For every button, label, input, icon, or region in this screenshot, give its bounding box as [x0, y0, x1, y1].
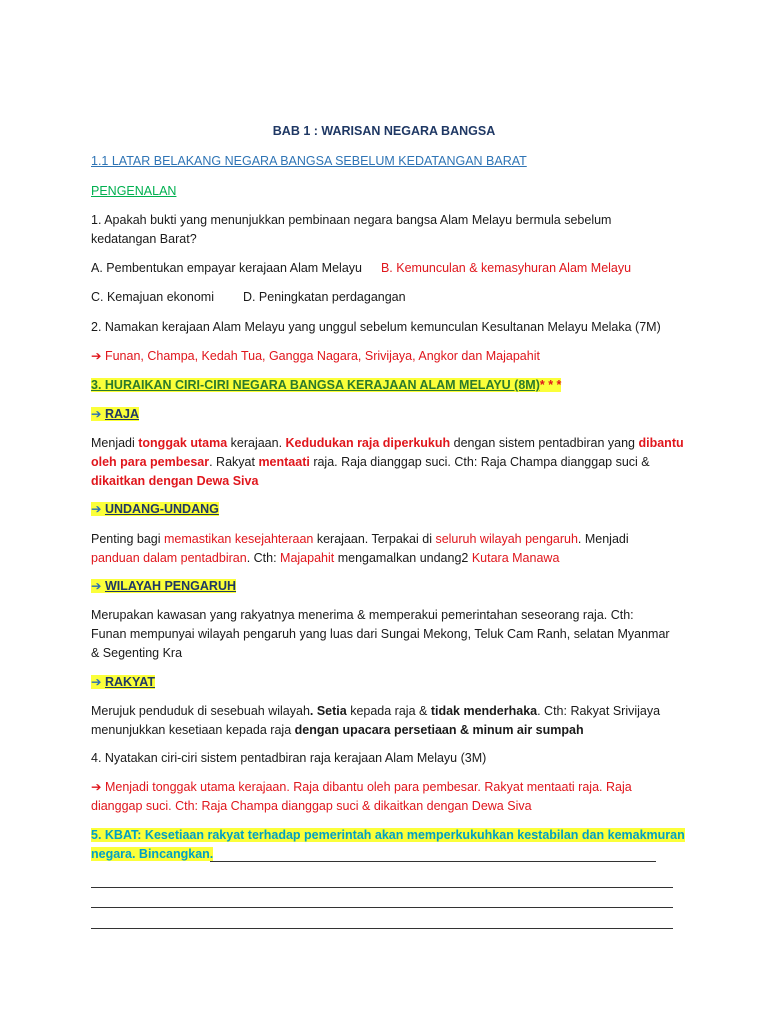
rakyat-line1 [91, 702, 691, 721]
undang-line2 [91, 549, 691, 568]
undang-text: mengamalkan undang2 [334, 551, 472, 565]
rakyat-text: Merujuk penduduk di sesebuah wilayah [91, 704, 310, 718]
arrow-icon: ➔ [91, 349, 102, 363]
q1-options-cd [91, 288, 691, 307]
rakyat-label: RAKYAT [104, 675, 155, 689]
arrow-icon: ➔ [91, 780, 102, 794]
section-subtitle: 1.1 LATAR BELAKANG NEGARA BANGSA SEBELUM KEDATANGAN BARAT [91, 154, 527, 168]
raja-label: RAJA [104, 407, 140, 421]
raja-line3: dikaitkan dengan Dewa Siva [91, 474, 259, 488]
q4-answer-line2: dianggap suci. Cth: Raja Champa dianggap suci & dikaitkan dengan Dewa Siva [91, 799, 532, 813]
undang-text: kerajaan. Terpakai di [313, 532, 436, 546]
q5-line2: negara. Bincangkan. [91, 847, 214, 861]
undang-emph: panduan dalam pentadbiran [91, 551, 247, 565]
undang-emph: Kutara Manawa [471, 551, 560, 565]
undang-emph: memastikan kesejahteraan [163, 532, 314, 546]
wilayah-line2: Funan mempunyai wilayah pengaruh yang luas dari Sungai Mekong, Teluk Cam Ranh, selatan Myanmar [91, 627, 670, 641]
raja-emph: oleh para pembesar [91, 455, 210, 469]
undang-emph: Majapahit [280, 551, 335, 565]
wilayah-line1: Merupakan kawasan yang rakyatnya menerima & memperakui pemerintahan seseorang raja. Cth: [91, 608, 634, 622]
wilayah-label: WILAYAH PENGARUH [104, 579, 237, 593]
answer-line [91, 928, 673, 929]
rakyat-emph: tidak menderhaka [430, 704, 538, 718]
q2-answer [91, 347, 691, 366]
q1-line1: 1. Apakah bukti yang menunjukkan pembinaan negara bangsa Alam Melayu bermula sebelum [91, 213, 612, 227]
arrow-icon: ➔ [91, 579, 102, 593]
rakyat-text: . Cth: Rakyat Srivijaya [537, 704, 661, 718]
q4-answer-text: Menjadi tonggak utama kerajaan. Raja dibantu oleh para pembesar. Rakyat mentaati raja. Raja [104, 780, 632, 794]
undang-label-row [91, 500, 691, 519]
q5-line1: 5. KBAT: Kesetiaan rakyat terhadap pemerintah akan memperkukuhkan kestabilan dan kemakmuran [91, 828, 685, 842]
undang-text: . Cth: [246, 551, 281, 565]
raja-emph: tonggak utama [138, 436, 228, 450]
undang-text: . Menjadi [577, 532, 629, 546]
answer-line [210, 861, 656, 862]
raja-text: Menjadi [91, 436, 139, 450]
rakyat-label-row [91, 673, 691, 692]
rakyat-line2 [91, 721, 691, 740]
q1-option-d: D. Peningkatan perdagangan [242, 290, 406, 304]
q1-options-ab [91, 259, 691, 278]
q1-option-b: B. Kemunculan & kemasyhuran Alam Melayu [380, 261, 632, 275]
raja-text: dengan sistem pentadbiran yang [450, 436, 639, 450]
arrow-icon: ➔ [91, 407, 102, 421]
raja-text: raja. Raja dianggap suci. Cth: Raja Champa dianggap suci & [309, 455, 650, 469]
raja-emph: mentaati [258, 455, 310, 469]
raja-label-row [91, 405, 691, 424]
q3-heading: 3. HURAIKAN CIRI-CIRI NEGARA BANGSA KERAJAAN ALAM MELAYU (8M) [91, 378, 540, 392]
arrow-icon: ➔ [91, 502, 102, 516]
rakyat-text: kepada raja [222, 723, 295, 737]
answer-line [91, 887, 673, 888]
rakyat-text: kepada raja & [346, 704, 431, 718]
rakyat-emph: dengan upacara persetiaan & minum air sumpah [294, 723, 584, 737]
q1-option-a: A. Pembentukan empayar kerajaan Alam Melayu [91, 261, 362, 275]
q4-answer-line1 [91, 778, 691, 797]
answer-line [91, 907, 673, 908]
raja-emph: dibantu [638, 436, 684, 450]
intro-heading: PENGENALAN [91, 184, 177, 198]
undang-label: UNDANG-UNDANG [104, 502, 219, 516]
rakyat-text: menunjukkan kesetiaan [91, 723, 223, 737]
raja-text: . Rakyat [209, 455, 259, 469]
q2-answer-text: Funan, Champa, Kedah Tua, Gangga Nagara, Srivijaya, Angkor dan Majapahit [104, 349, 540, 363]
wilayah-label-row [91, 577, 691, 596]
raja-line2 [91, 453, 691, 472]
arrow-icon: ➔ [91, 675, 102, 689]
rakyat-emph: . Setia [309, 704, 347, 718]
q3-stars: * * * [539, 378, 562, 392]
wilayah-line3: & Segenting Kra [91, 646, 183, 660]
raja-emph: Kedudukan raja diperkukuh [285, 436, 451, 450]
q4-question: 4. Nyatakan ciri-ciri sistem pentadbiran raja kerajaan Alam Melayu (3M) [91, 751, 487, 765]
q1-option-c: C. Kemajuan ekonomi [91, 290, 214, 304]
chapter-title: BAB 1 : WARISAN NEGARA BANGSA [272, 124, 496, 138]
q2-question: 2. Namakan kerajaan Alam Melayu yang unggul sebelum kemunculan Kesultanan Melayu Melaka (7M) [91, 320, 661, 334]
q5-line1-row [91, 826, 691, 845]
q1-line2: kedatangan Barat? [91, 232, 197, 246]
raja-line1 [91, 434, 691, 453]
undang-emph: seluruh wilayah pengaruh [435, 532, 578, 546]
undang-line1 [91, 530, 691, 549]
undang-text: Penting bagi [91, 532, 164, 546]
raja-text: kerajaan. [227, 436, 286, 450]
q3-heading-row [91, 376, 691, 395]
